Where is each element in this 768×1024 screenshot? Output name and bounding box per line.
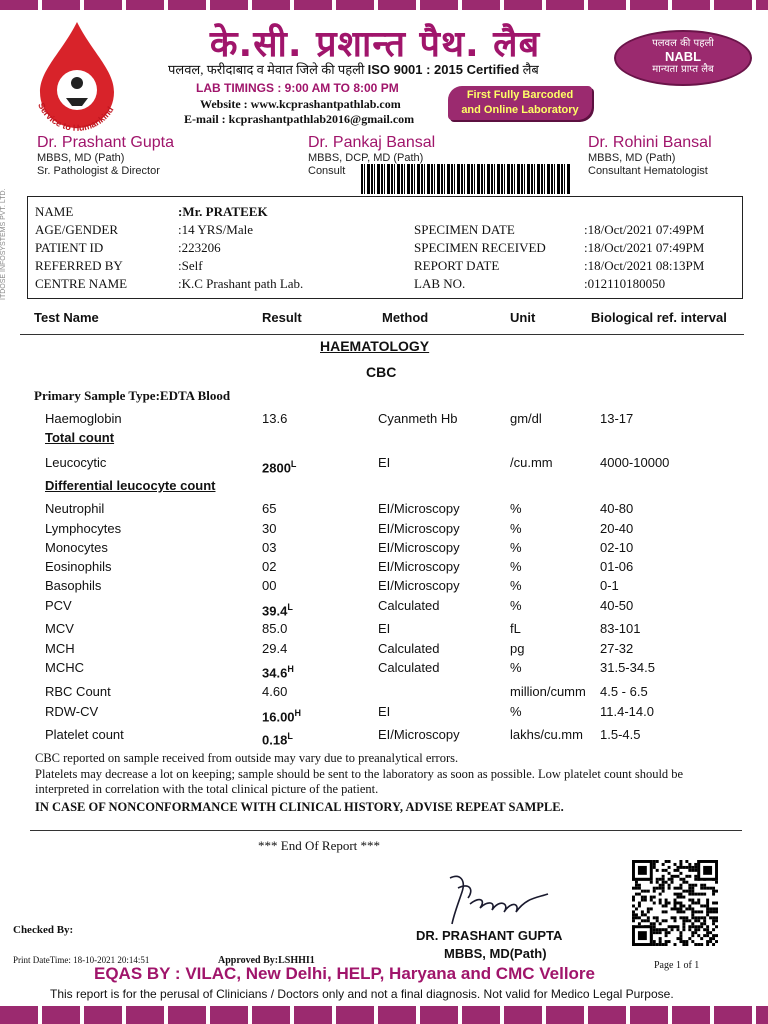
result-flag: L — [287, 731, 293, 741]
test-name: Monocytes — [45, 540, 108, 555]
lab-email: E-mail : kcprashantpathlab2016@gmail.com — [184, 112, 415, 126]
specimen-received: :18/Oct/2021 07:49PM — [584, 240, 705, 255]
doctor-degree: MBBS, DCP, MD (Path) — [308, 152, 424, 164]
test-unit: % — [510, 559, 522, 574]
lab-no-label: LAB NO. — [414, 276, 466, 291]
test-method: EI — [378, 455, 391, 470]
section-title: HAEMATOLOGY — [320, 338, 430, 354]
signer-name: DR. PRASHANT GUPTA — [416, 928, 563, 943]
doctor-degree: MBBS, MD (Path) — [588, 152, 676, 164]
note-platelets: Platelets may decrease a lot on keeping; sample should be sent to the laboratory as soon as possible. Low platelet count should be — [35, 767, 684, 781]
test-method: EI/Microscopy — [378, 540, 460, 555]
test-method: Cyanmeth Hb — [378, 411, 458, 426]
test-method: EI/Microscopy — [378, 578, 460, 593]
test-method: EI — [378, 621, 391, 636]
test-name: Eosinophils — [45, 559, 112, 574]
table-row — [0, 578, 768, 596]
table-row — [0, 411, 768, 429]
test-result: 30 — [262, 521, 277, 536]
table-row — [0, 704, 768, 725]
sample-type: Primary Sample Type:EDTA Blood — [34, 388, 231, 403]
table-row — [0, 559, 768, 577]
group-differential: Differential leucocyte count — [45, 478, 216, 493]
disclaimer: This report is for the perusal of Clinicians / Doctors only and not a final diagnosis. Not valid for Medico Legal Purpose. — [50, 987, 674, 1001]
test-ref-interval: 31.5-34.5 — [600, 660, 655, 675]
result-flag: L — [287, 602, 293, 612]
table-row — [0, 598, 768, 619]
note-nonconformance: IN CASE OF NONCONFORMANCE WITH CLINICAL HISTORY, ADVISE REPEAT SAMPLE. — [35, 800, 564, 814]
test-method: Calculated — [378, 641, 440, 656]
specimen-barcode — [361, 164, 571, 194]
test-ref-interval: 83-101 — [600, 621, 641, 636]
test-ref-interval: 40-50 — [600, 598, 634, 613]
test-method: EI — [378, 704, 391, 719]
header-ref-interval: Biological ref. interval — [591, 310, 727, 325]
centre-label: CENTRE NAME — [35, 276, 128, 291]
test-name: MCV — [45, 621, 74, 636]
table-row — [0, 501, 768, 519]
test-unit: fL — [510, 621, 521, 636]
page-number: Page 1 of 1 — [654, 960, 700, 971]
bottom-decorative-strip — [0, 1006, 768, 1024]
note-preanalytical: CBC reported on sample received from outside may vary due to preanalytical errors. — [35, 751, 459, 765]
test-name: RDW-CV — [45, 704, 99, 719]
test-result — [262, 731, 293, 747]
doctor-degree: MBBS, MD (Path) — [37, 152, 125, 164]
header-result: Result — [262, 310, 302, 325]
test-ref-interval: 20-40 — [600, 521, 634, 536]
nabl-badge-line3: मान्यता प्राप्त लैब — [652, 64, 714, 75]
result-value: 0.18 — [262, 732, 288, 748]
test-unit: % — [510, 598, 522, 613]
signature — [440, 868, 560, 928]
end-of-report: *** End Of Report *** — [258, 838, 381, 853]
result-flag: L — [290, 459, 297, 469]
lab-no: :012110180050 — [584, 276, 666, 291]
table-row — [0, 727, 768, 748]
centre-name: :K.C Prashant path Lab. — [178, 276, 304, 291]
doctor-rohini — [588, 134, 712, 178]
test-unit: gm/dl — [510, 411, 542, 426]
group-total-count: Total count — [45, 430, 115, 445]
test-ref-interval: 4.5 - 6.5 — [600, 684, 648, 699]
lab-logo — [22, 18, 132, 134]
barcoded-badge-line1: First Fully Barcoded — [466, 89, 574, 101]
logo-tagline: Service to Humankind — [36, 101, 116, 133]
barcoded-badge — [448, 86, 592, 120]
referred-by: :Self — [178, 258, 203, 273]
patient-id: :223206 — [178, 240, 221, 255]
table-row — [0, 621, 768, 639]
test-result — [262, 459, 296, 475]
doctor-name: Dr. Pankaj Bansal — [308, 134, 436, 151]
name-label: NAME — [35, 204, 74, 219]
table-row — [0, 540, 768, 558]
test-name: MCHC — [45, 660, 84, 675]
test-result: 29.4 — [262, 641, 288, 656]
doctor-title: Consult — [308, 165, 346, 177]
doctor-name: Dr. Prashant Gupta — [37, 134, 174, 151]
specimen-date-label: SPECIMEN DATE — [414, 222, 515, 237]
doctor-title: Sr. Pathologist & Director — [37, 165, 160, 177]
test-ref-interval: 1.5-4.5 — [600, 727, 641, 742]
subline-suffix: लैब — [522, 62, 539, 77]
test-method: EI/Microscopy — [378, 559, 460, 574]
test-name: Haemoglobin — [45, 411, 122, 426]
signer-degree: MBBS, MD(Path) — [444, 946, 547, 961]
table-row — [0, 660, 768, 681]
test-ref-interval: 13-17 — [600, 411, 634, 426]
test-method: EI/Microscopy — [378, 501, 460, 516]
result-value: 39.4 — [262, 603, 288, 619]
test-name: Lymphocytes — [45, 521, 122, 536]
table-row — [0, 521, 768, 539]
test-ref-interval: 11.4-14.0 — [600, 704, 654, 719]
report-date: :18/Oct/2021 08:13PM — [584, 258, 705, 273]
table-header-divider — [20, 334, 744, 335]
iso-certification: ISO 9001 : 2015 Certified — [367, 62, 520, 77]
test-unit: pg — [510, 641, 525, 656]
test-result — [262, 664, 294, 680]
vendor-vertical-text: ITDOSE INFOSYSTEMS PVT. LTD. — [0, 188, 7, 300]
test-name: Platelet count — [45, 727, 124, 742]
patient-name: :Mr. PRATEEK — [178, 204, 268, 219]
test-unit: million/cumm — [510, 684, 586, 699]
test-name: MCH — [45, 641, 75, 656]
nabl-badge-line2: NABL — [664, 49, 702, 64]
result-flag: H — [294, 708, 302, 718]
patient-age: :14 YRS/Male — [178, 222, 253, 237]
test-ref-interval: 27-32 — [600, 641, 634, 656]
test-unit: % — [510, 704, 522, 719]
end-divider — [30, 830, 742, 831]
test-result: 4.60 — [262, 684, 288, 699]
patient-id-label: PATIENT ID — [35, 240, 104, 255]
header-unit: Unit — [510, 310, 536, 325]
result-value: 34.6 — [262, 665, 288, 681]
test-unit: /cu.mm — [510, 455, 553, 470]
test-name: RBC Count — [45, 684, 111, 699]
checked-by: Checked By: — [13, 924, 74, 936]
referred-label: REFERRED BY — [35, 258, 123, 273]
barcoded-badge-line2: and Online Laboratory — [461, 104, 579, 116]
lab-timings: LAB TIMINGS : 9:00 AM TO 8:00 PM — [196, 81, 399, 95]
result-flag: H — [287, 664, 294, 674]
test-method: Calculated — [378, 598, 440, 613]
age-label: AGE/GENDER — [35, 222, 119, 237]
result-value: 16.00 — [262, 709, 295, 725]
lab-subline — [168, 60, 539, 78]
test-unit: % — [510, 578, 522, 593]
header-test-name: Test Name — [34, 310, 99, 325]
test-ref-interval: 40-80 — [600, 501, 634, 516]
top-decorative-strip — [0, 0, 768, 10]
approved-by: Approved By:LSHHI1 — [218, 955, 315, 966]
test-result: 85.0 — [262, 621, 288, 636]
qr-code — [632, 860, 718, 946]
subline-hindi: पलवल, फरीदाबाद व मेवात जिले की पहली — [168, 62, 365, 77]
report-date-label: REPORT DATE — [414, 258, 500, 273]
table-row — [0, 641, 768, 659]
lab-website: Website : www.kcprashantpathlab.com — [200, 97, 401, 111]
nabl-badge — [614, 30, 752, 86]
test-name: PCV — [45, 598, 72, 613]
table-row — [0, 455, 768, 476]
test-unit: % — [510, 660, 522, 675]
test-ref-interval: 0-1 — [600, 578, 619, 593]
test-result — [262, 708, 301, 724]
subsection-title: CBC — [366, 364, 397, 380]
note-platelets-cont: interpreted in correlation with the total clinical picture of the patient. — [35, 782, 379, 796]
specimen-date: :18/Oct/2021 07:49PM — [584, 222, 705, 237]
doctor-title: Consultant Hematologist — [588, 165, 708, 177]
test-unit: lakhs/cu.mm — [510, 727, 583, 742]
test-result: 02 — [262, 559, 277, 574]
doctor-name: Dr. Rohini Bansal — [588, 134, 712, 151]
test-method: Calculated — [378, 660, 440, 675]
test-ref-interval: 02-10 — [600, 540, 634, 555]
doctor-prashant — [37, 134, 174, 178]
result-value: 2800 — [262, 460, 291, 476]
test-ref-interval: 4000-10000 — [600, 455, 670, 470]
test-unit: % — [510, 540, 522, 555]
eqas-line: EQAS BY : VILAC, New Delhi, HELP, Haryana and CMC Vellore — [94, 964, 596, 983]
table-row — [0, 684, 768, 702]
test-result: 13.6 — [262, 411, 288, 426]
lab-name: के.सी. प्रशान्त पैथ. लैब — [209, 24, 541, 65]
test-unit: % — [510, 521, 522, 536]
test-unit: % — [510, 501, 522, 516]
test-ref-interval: 01-06 — [600, 559, 634, 574]
print-datetime: Print DateTime: 18-10-2021 20:14:51 — [13, 955, 150, 965]
patient-info-box — [27, 196, 743, 299]
header-method: Method — [382, 310, 429, 325]
test-name: Neutrophil — [45, 501, 105, 516]
test-name: Leucocytic — [45, 455, 107, 470]
test-method: EI/Microscopy — [378, 727, 460, 742]
test-result: 03 — [262, 540, 277, 555]
test-result: 00 — [262, 578, 277, 593]
test-method: EI/Microscopy — [378, 521, 460, 536]
test-result — [262, 602, 293, 618]
specimen-received-label: SPECIMEN RECEIVED — [414, 240, 546, 255]
test-result: 65 — [262, 501, 277, 516]
nabl-badge-line1: पलवल की पहली — [652, 38, 714, 49]
test-name: Basophils — [45, 578, 102, 593]
